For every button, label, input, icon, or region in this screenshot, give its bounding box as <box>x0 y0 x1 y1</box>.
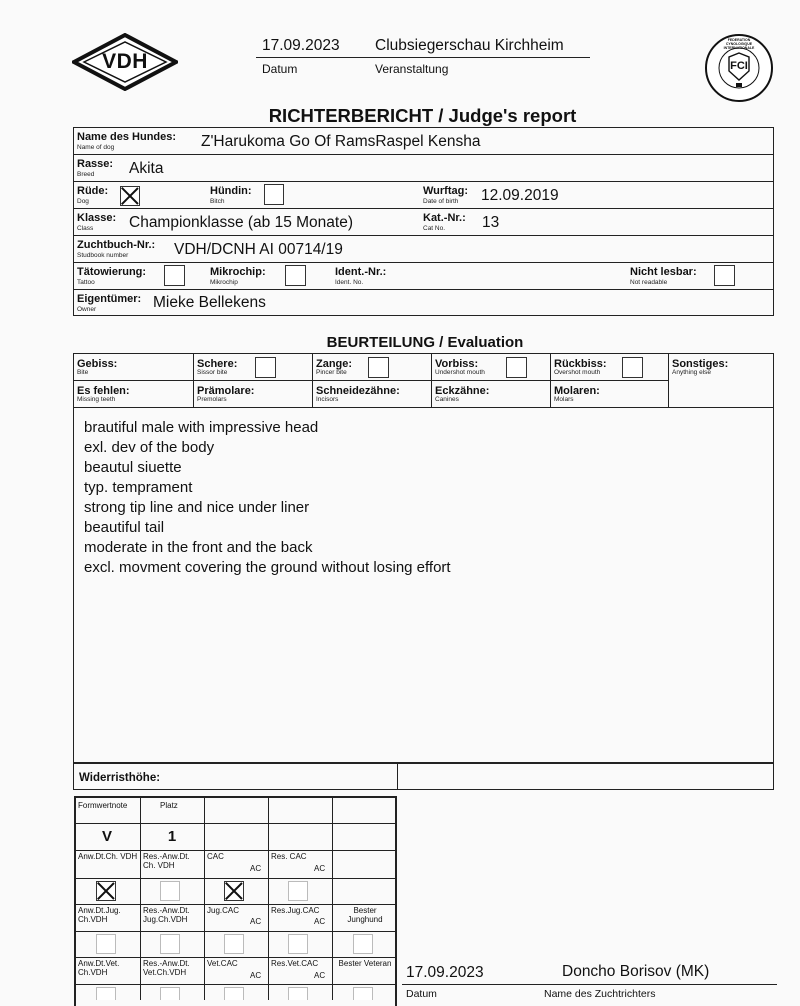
undershot-checkbox[interactable] <box>506 357 527 378</box>
award-label: Anw.Dt.Vet. Ch.VDH <box>78 959 120 977</box>
award-checkbox-vet-ch[interactable] <box>96 987 116 1000</box>
award-checkbox-res-vet-ch[interactable] <box>160 987 180 1000</box>
unreadable-sublabel: Not readable <box>630 279 668 286</box>
dob-label: Wurftag: <box>423 185 469 197</box>
premolar-sublabel: Premolars <box>197 396 227 403</box>
cat-sublabel: Cat No. <box>423 225 446 232</box>
class-sublabel: Class <box>77 225 94 232</box>
evaluation-line: moderate in the front and the back <box>84 539 313 556</box>
award-label: Res.-Anw.Dt. Jug.Ch.VDH <box>143 906 190 924</box>
evaluation-line: brautiful male with impressive head <box>84 419 319 436</box>
molar-label: Molaren: <box>554 385 600 397</box>
award-label: Res.-Anw.Dt. Ch. VDH <box>143 852 190 870</box>
owner-label: Eigentümer: <box>77 293 142 305</box>
award-ac-label: AC <box>250 864 262 873</box>
tattoo-checkbox[interactable] <box>164 265 185 286</box>
award-label: Res.Vet.CAC <box>271 959 319 968</box>
award-label: Res.-Anw.Dt. Vet.Ch.VDH <box>143 959 190 977</box>
studbook-label: Zuchtbuch-Nr.: <box>77 239 156 251</box>
award-ac-label: AC <box>250 971 262 980</box>
height-input[interactable] <box>399 765 772 788</box>
cat-value: 13 <box>482 214 500 231</box>
female-checkbox[interactable] <box>264 184 284 205</box>
event-label: Veranstaltung <box>375 62 449 76</box>
award-checkbox-best-veteran[interactable] <box>353 987 373 1000</box>
header-date: 17.09.2023 <box>262 37 340 54</box>
missing-teeth-sublabel: Missing teeth <box>77 396 116 403</box>
grade-value: V <box>101 828 112 845</box>
award-ac-label: AC <box>314 864 326 873</box>
scissor-checkbox[interactable] <box>255 357 276 378</box>
evaluation-line: beautul siuette <box>84 459 182 476</box>
award-checkbox-jug-cac[interactable] <box>224 934 244 954</box>
award-checkbox-res-jug-cac[interactable] <box>288 934 308 954</box>
evaluation-title: BEURTEILUNG / Evaluation <box>326 334 524 351</box>
overshot-checkbox[interactable] <box>622 357 643 378</box>
award-label: Anw.Dt.Ch. VDH <box>78 852 138 861</box>
molar-sublabel: Molars <box>554 396 574 403</box>
award-checkbox-cac[interactable] <box>224 881 244 901</box>
bite-label: Gebiss: <box>77 358 118 370</box>
owner-sublabel: Owner <box>77 306 97 313</box>
evaluation-line: typ. temprament <box>84 479 193 496</box>
undershot-sublabel: Undershot mouth <box>435 369 485 376</box>
vdh-logo <box>72 33 178 91</box>
class-label: Klasse: <box>77 212 117 224</box>
signature-date-label: Datum <box>406 988 437 1000</box>
height-label: Widerristhöhe: <box>79 772 161 784</box>
female-sublabel: Bitch <box>210 198 225 205</box>
award-label: Bester Veteran <box>338 959 392 968</box>
dob-value: 12.09.2019 <box>481 187 559 204</box>
ident-label: Ident.-Nr.: <box>335 266 387 278</box>
place-value: 1 <box>167 828 177 845</box>
award-ac-label: AC <box>314 917 326 926</box>
award-ac-label: AC <box>314 971 326 980</box>
award-checkbox-res-anw-ch[interactable] <box>160 881 180 901</box>
award-label: Anw.Dt.Jug. Ch.VDH <box>78 906 121 924</box>
other-label: Sonstiges: <box>672 358 729 370</box>
male-label: Rüde: <box>77 185 109 197</box>
chip-label: Mikrochip: <box>210 266 266 278</box>
award-label: Bester Junghund <box>347 906 383 924</box>
award-label: Res.Jug.CAC <box>271 906 320 915</box>
dog-name: Z'Harukoma Go Of RamsRaspel Kensha <box>201 133 481 150</box>
award-checkbox-vet-cac[interactable] <box>224 987 244 1000</box>
award-label: Vet.CAC <box>207 959 238 968</box>
tattoo-sublabel: Tattoo <box>77 279 95 286</box>
page-title: RICHTERBERICHT / Judge's report <box>268 105 577 126</box>
fci-logo <box>703 33 775 103</box>
dob-sublabel: Date of birth <box>423 198 459 205</box>
award-checkbox-res-vet-cac[interactable] <box>288 987 308 1000</box>
award-ac-label: AC <box>250 917 262 926</box>
dog-name-sublabel: Name of dog <box>77 144 115 151</box>
unreadable-label: Nicht lesbar: <box>630 266 697 278</box>
overshot-sublabel: Overshot mouth <box>554 369 601 376</box>
tattoo-label: Tätowierung: <box>77 266 147 278</box>
unreadable-checkbox[interactable] <box>714 265 735 286</box>
evaluation-line: strong tip line and nice under liner <box>84 499 310 516</box>
dog-name-label: Name des Hundes: <box>77 131 177 143</box>
signature-date: 17.09.2023 <box>406 964 484 981</box>
vdh-logo-text: VDH <box>102 50 148 73</box>
event-name: Clubsiegerschau Kirchheim <box>375 37 564 54</box>
other-sublabel: Anything else <box>672 369 712 376</box>
grade-label: Formwertnote <box>78 801 128 810</box>
studbook-value: VDH/DCNH AI 00714/19 <box>174 241 343 258</box>
owner-value: Mieke Bellekens <box>153 294 266 311</box>
overshot-label: Rückbiss: <box>554 358 607 370</box>
scissor-label: Schere: <box>197 358 238 370</box>
scissor-sublabel: Sissor bite <box>197 369 228 376</box>
male-sublabel: Dog <box>77 198 89 205</box>
award-checkbox-res-cac[interactable] <box>288 881 308 901</box>
place-label: Platz <box>160 801 178 810</box>
pincer-sublabel: Pincer bite <box>316 369 347 376</box>
canine-sublabel: Canines <box>435 396 459 403</box>
incisor-label: Schneidezähne: <box>316 385 400 397</box>
breed-value: Akita <box>129 160 164 177</box>
chip-sublabel: Mikrochip <box>210 279 238 286</box>
evaluation-line: excl. movment covering the ground without losing effort <box>84 559 451 576</box>
evaluation-textbox[interactable] <box>73 407 774 763</box>
pincer-label: Zange: <box>316 358 353 370</box>
bite-sublabel: Bite <box>77 369 89 376</box>
cat-label: Kat.-Nr.: <box>423 212 466 224</box>
award-checkbox-jug-ch[interactable] <box>96 934 116 954</box>
award-label: Res. CAC <box>271 852 307 861</box>
class-value: Championklasse (ab 15 Monate) <box>129 214 354 231</box>
missing-teeth-label: Es fehlen: <box>77 385 130 397</box>
award-label: Jug.CAC <box>207 906 240 915</box>
award-checkbox-res-jug-ch[interactable] <box>160 934 180 954</box>
female-label: Hündin: <box>210 185 252 197</box>
date-label: Datum <box>262 62 298 76</box>
fci-ring-text: FEDERATION CYNOLOGIQUE INTERNATIONALE <box>723 38 755 50</box>
award-checkbox-best-junior[interactable] <box>353 934 373 954</box>
fci-logo-text: FCI <box>730 60 748 72</box>
judge-name-label: Name des Zuchtrichters <box>544 988 656 1000</box>
award-label: CAC <box>207 852 224 861</box>
incisor-sublabel: Incisors <box>316 396 339 403</box>
canine-label: Eckzähne: <box>435 385 490 397</box>
premolar-label: Prämolare: <box>197 385 255 397</box>
chip-checkbox[interactable] <box>285 265 306 286</box>
male-checkbox[interactable] <box>120 186 140 206</box>
award-checkbox-anw-ch[interactable] <box>96 881 116 901</box>
pincer-checkbox[interactable] <box>368 357 389 378</box>
studbook-sublabel: Studbook number <box>77 252 129 259</box>
breed-label: Rasse: <box>77 158 114 170</box>
undershot-label: Vorbiss: <box>435 358 479 370</box>
breed-sublabel: Breed <box>77 171 95 178</box>
evaluation-line: beautiful tail <box>84 519 165 536</box>
evaluation-line: exl. dev of the body <box>84 439 215 456</box>
ident-sublabel: Ident. No. <box>335 279 364 286</box>
judge-name: Doncho Borisov (MK) <box>562 963 710 980</box>
